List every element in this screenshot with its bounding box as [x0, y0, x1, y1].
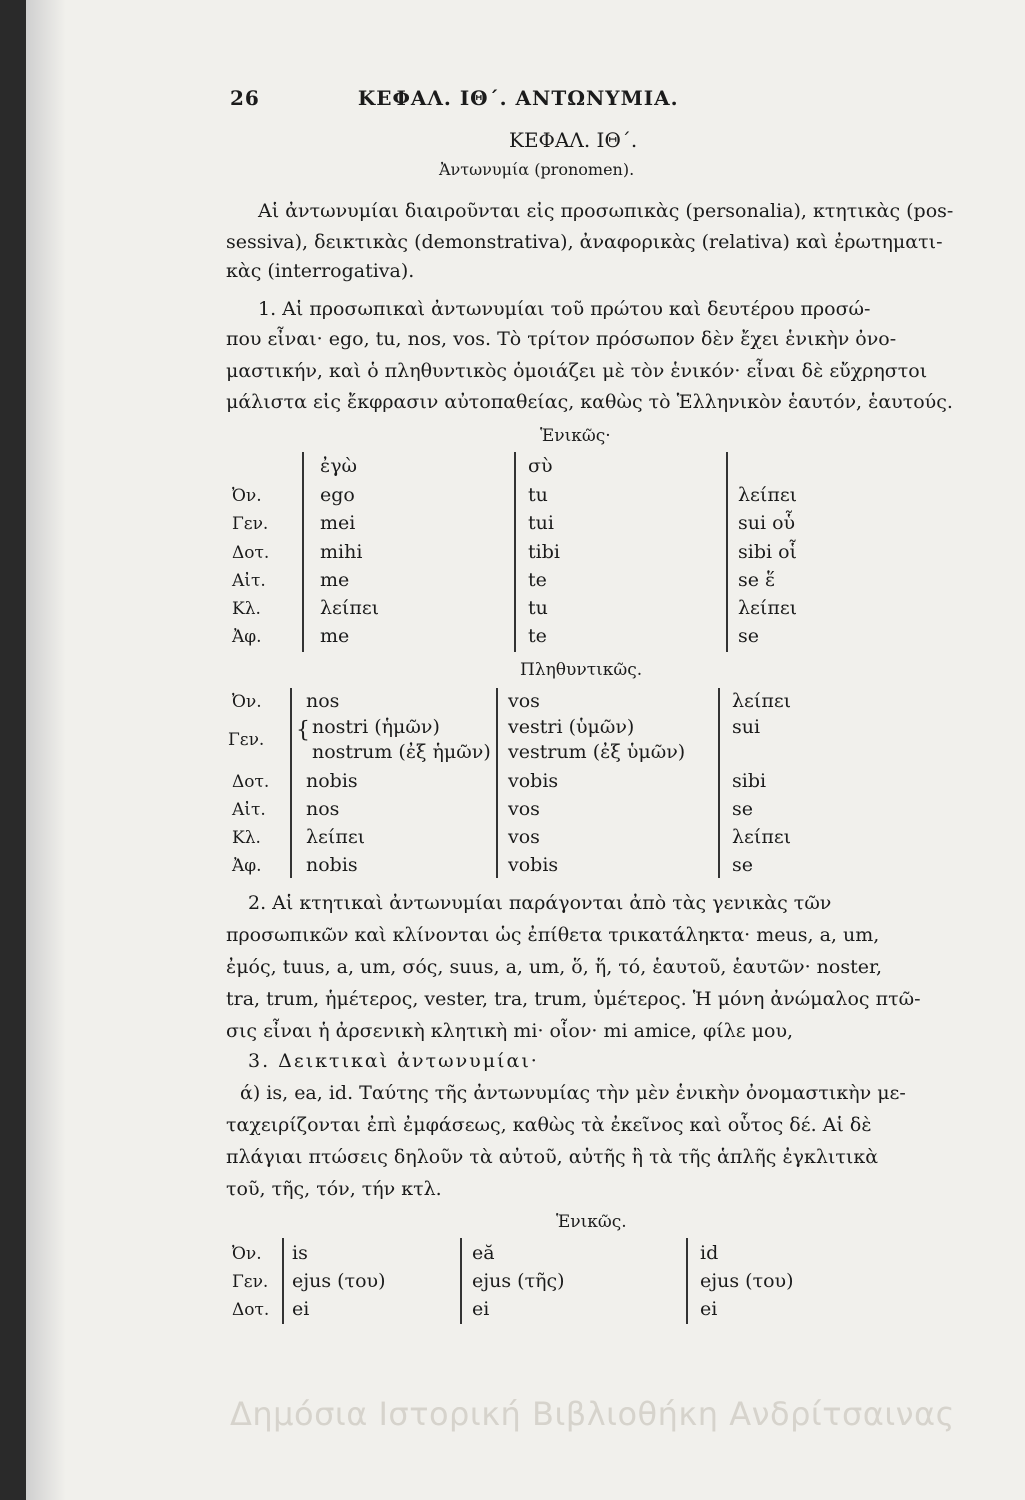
table-cell: ei — [292, 1298, 310, 1320]
plural-table-title: Πληθυντικῶς. — [520, 660, 643, 680]
table-divider — [460, 1238, 462, 1324]
case-label: Αἰτ. — [232, 800, 266, 820]
case-label: Κλ. — [232, 828, 261, 848]
table-cell: tibi — [528, 541, 560, 563]
case-label: Δοτ. — [232, 772, 270, 792]
brace-icon: { — [296, 718, 310, 743]
intro-line: κὰς (interrogativa). — [226, 260, 415, 282]
page-edge-shadow — [26, 0, 66, 1500]
intro-line: Αἱ ἀντωνυμίαι διαιροῦνται εἰς προσωπικὰς (personalia), κτητικὰς (pos- — [258, 200, 954, 222]
section3-line: τοῦ, τῆς, τόν, τήν κτλ. — [226, 1178, 442, 1200]
table-cell: λείπει — [306, 826, 366, 848]
table-cell: tui — [528, 512, 554, 534]
table-cell: vestrum (ἐξ ὑμῶν) — [508, 741, 686, 763]
table-cell: nostrum (ἐξ ἡμῶν) — [312, 741, 491, 763]
table-cell: mihi — [320, 541, 363, 563]
case-label: Ἀφ. — [232, 627, 262, 647]
table-cell: λείπει — [738, 597, 798, 619]
chapter-heading: ΚΕΦΑΛ. ΙΘ΄. — [509, 128, 638, 152]
section3-title: 3. Δεικτικαὶ ἀντωνυμίαι· — [248, 1050, 539, 1072]
case-label: Ὀν. — [232, 486, 262, 506]
table-cell: me — [320, 569, 350, 591]
section2-line: σις εἶναι ἡ ἀρσενικὴ κλητικὴ mi· οἷον· mi amice, φίλε μου, — [226, 1020, 794, 1042]
table-cell: ejus (του) — [700, 1270, 794, 1292]
section2-line: ἐμός, tuus, a, um, σός, suus, a, um, ὅ, ἥ, τό, ἑαυτοῦ, ἑαυτῶν· noster, — [226, 956, 883, 978]
case-label: Γεν. — [232, 514, 269, 534]
case-label: Δοτ. — [232, 1300, 270, 1320]
table-divider — [282, 1238, 284, 1324]
table-cell: vos — [508, 826, 540, 848]
table-divider — [496, 688, 498, 878]
section1-line: που εἶναι· ego, tu, nos, vos. Τὸ τρίτον πρόσωπον δὲν ἔχει ἑνικὴν ὀνο- — [226, 328, 897, 350]
running-header — [230, 86, 679, 110]
table-cell: me — [320, 625, 350, 647]
table-cell: tu — [528, 484, 548, 506]
singular-table-title: Ἑνικῶς· — [540, 426, 611, 446]
table-cell: sibi — [732, 770, 767, 792]
table-cell: se ἕ — [738, 569, 776, 591]
table-head-cell: ἐγὼ — [320, 455, 358, 477]
case-label: Αἰτ. — [232, 571, 266, 591]
chapter-subheading: Ἀντωνυμία (pronomen). — [439, 160, 635, 179]
intro-line: sessiva), δεικτικὰς (demonstrativa), ἀναφορικὰς (relativa) καὶ ἐρωτηματι- — [226, 231, 943, 253]
table-divider — [514, 452, 516, 652]
table-divider — [726, 452, 728, 652]
table-cell: vestri (ὑμῶν) — [508, 716, 635, 738]
table-cell: te — [528, 625, 547, 647]
table-head-cell: σὺ — [528, 455, 553, 477]
library-watermark: Δημόσια Ιστορική Βιβλιοθήκη Ανδρίτσαινας — [230, 1395, 955, 1433]
table-divider — [290, 688, 292, 878]
table-cell: ei — [472, 1298, 490, 1320]
table-cell: mei — [320, 512, 356, 534]
table-cell: se — [738, 625, 759, 647]
table-cell: tu — [528, 597, 548, 619]
section3-line: ταχειρίζονται ἐπὶ ἐμφάσεως, καθὼς τὰ ἐκεῖνος καὶ οὗτος δέ. Αἱ δὲ — [226, 1114, 872, 1136]
running-title: ΚΕΦΑΛ. ΙΘ΄. ΑΝΤΩΝΥΜΙΑ. — [357, 86, 679, 110]
section1-line: 1. Αἱ προσωπικαὶ ἀντωνυμίαι τοῦ πρώτου καὶ δευτέρου προσώ- — [258, 298, 871, 320]
table-cell: nos — [306, 798, 340, 820]
table-cell: λείπει — [320, 597, 380, 619]
table-cell: nobis — [306, 770, 358, 792]
table-cell: eă — [472, 1242, 495, 1264]
page-number: 26 — [230, 86, 260, 110]
table-cell: is — [292, 1242, 308, 1264]
section3-line: πλάγιαι πτώσεις δηλοῦν τὰ αὐτοῦ, αὐτῆς ἢ τὰ τῆς ἁπλῆς ἐγκλιτικὰ — [226, 1146, 879, 1168]
table-cell: sibi οἷ — [738, 541, 797, 563]
table-cell: ei — [700, 1298, 718, 1320]
case-label: Κλ. — [232, 599, 261, 619]
table-cell: ejus (του) — [292, 1270, 386, 1292]
table-divider — [718, 688, 720, 878]
table-cell: te — [528, 569, 547, 591]
table-cell: nobis — [306, 854, 358, 876]
table-cell: λείπει — [732, 690, 792, 712]
case-label: Δοτ. — [232, 543, 270, 563]
table-cell: vos — [508, 798, 540, 820]
section2-line: 2. Αἱ κτητικαὶ ἀντωνυμίαι παράγονται ἀπὸ τὰς γενικὰς τῶν — [248, 892, 832, 914]
is-table-title: Ἑνικῶς. — [556, 1212, 627, 1232]
table-cell: ejus (τῆς) — [472, 1270, 565, 1292]
section2-line: tra, trum, ἡμέτερος, vester, tra, trum, ὑμέτερος. Ἡ μόνη ἀνώμαλος πτῶ- — [226, 988, 921, 1010]
table-cell: sui — [732, 716, 761, 738]
case-label: Γεν. — [232, 1272, 269, 1292]
section3-line: ά) is, ea, id. Ταύτης τῆς ἀντωνυμίας τὴν μὲν ἑνικὴν ὀνομαστικὴν με- — [240, 1082, 906, 1104]
table-cell: sui οὗ — [738, 512, 796, 534]
table-cell: λείπει — [738, 484, 798, 506]
case-label: Ὀν. — [232, 1244, 262, 1264]
table-cell: λείπει — [732, 826, 792, 848]
table-cell: vos — [508, 690, 540, 712]
section2-line: προσωπικῶν καὶ κλίνονται ὡς ἐπίθετα τρικατάληκτα· meus, a, um, — [226, 924, 880, 946]
section1-line: μαστικήν, καὶ ὁ πληθυντικὸς ὁμοιάζει μὲ τὸν ἑνικόν· εἶναι δὲ εὔχρηστοι — [226, 360, 928, 382]
table-cell: se — [732, 798, 753, 820]
case-label: Ὀν. — [232, 692, 262, 712]
table-cell: vobis — [508, 854, 559, 876]
table-divider — [686, 1238, 688, 1324]
case-label: Γεν. — [228, 730, 265, 750]
section1-line: μάλιστα εἰς ἔκφρασιν αὐτοπαθείας, καθὼς τὸ Ἑλληνικὸν ἑαυτόν, ἑαυτούς. — [226, 391, 953, 413]
table-cell: ego — [320, 484, 355, 506]
case-label: Ἀφ. — [232, 856, 262, 876]
table-cell: se — [732, 854, 753, 876]
table-cell: nostri (ἡμῶν) — [312, 716, 440, 738]
table-cell: nos — [306, 690, 340, 712]
table-divider — [302, 452, 304, 652]
table-cell: vobis — [508, 770, 559, 792]
table-cell: id — [700, 1242, 719, 1264]
